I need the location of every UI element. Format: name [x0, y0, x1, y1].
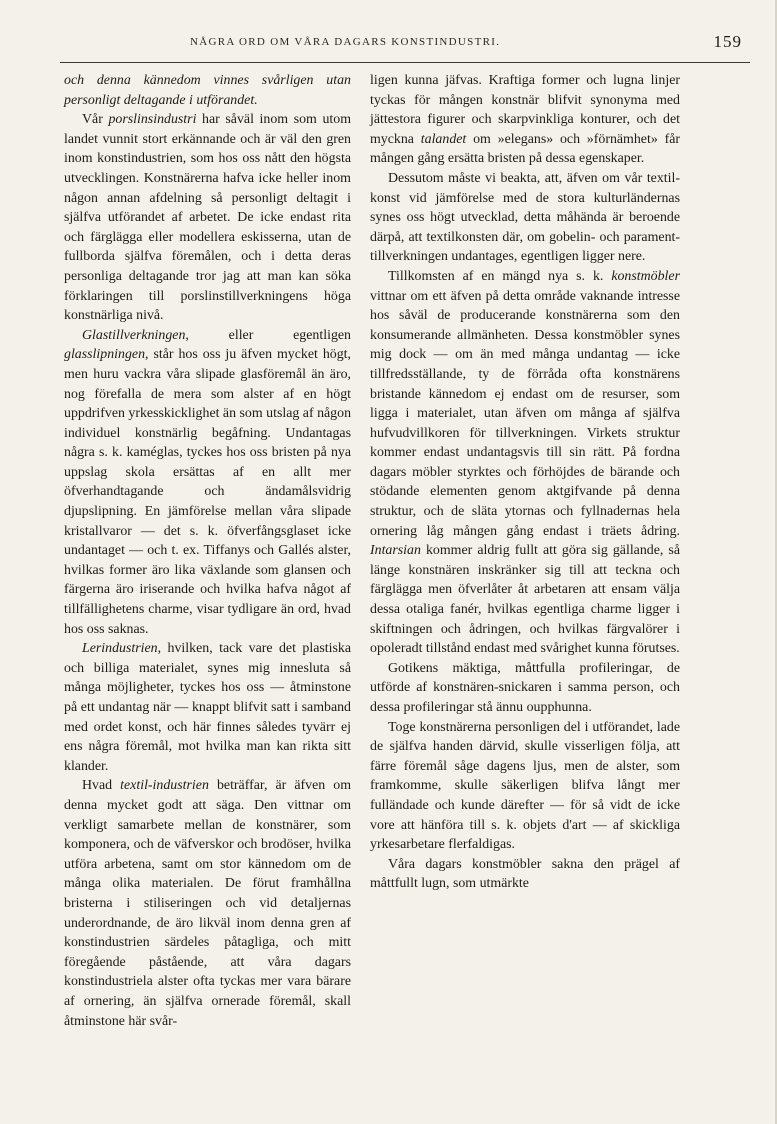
- italic-text: och denna kännedom vinnes svårligen utan personligt deltagande i utförandet.: [64, 73, 351, 108]
- left-column: [64, 71, 351, 1031]
- italic-text: talandet: [420, 131, 467, 147]
- body-text: vittnar om ett äfven på detta område vaknande intresse hos såväl de producerande konstnärerna som den konsumerande allmänheten. Dessa konstmöbler synes mig dock — om än med många undantag — icke tillfredsställande, ty de förråda ofta konstnärens bristande kännedom ej endast om de resurser, som ligga i materialet, utan äfven om många af själfva hufvudvillkoren för tillverkningen. Virkets struktur kommer endast undantagsvis till sin rätt. På fordna dagars möbler styrktes och förhöjdes de bärande och stödande elementen genom aktgifvande på denna struktur, och de släta ytornas och fyllnadernas hela ornering låg mången gång endast i träets ådring.: [370, 288, 680, 539]
- body-text: om »elegans» och »förnämhet» får mången gång ersätta bristen på dessa egenskaper.: [370, 131, 680, 167]
- paragraph: [370, 718, 680, 855]
- page-number: 159: [713, 32, 742, 51]
- paragraph: [64, 110, 351, 326]
- italic-text: konstmöbler: [611, 268, 680, 284]
- body-text: Tillkomsten af en mängd nya s. k.: [388, 268, 612, 284]
- paragraph: [64, 776, 351, 1031]
- italic-text: porslinsindustri: [108, 112, 197, 128]
- body-text: kommer aldrig fullt att göra sig gällande, så länge konstnären inskränker sig till att teckna och färglägga men öfverlåter åt arbetaren att ensam välja dessa otaliga fanér, hvilkas egentliga charme ligger i skiftningen och ådringen, och hvilkas färgvalörer i opoleradt tillstånd endast med svårighet kunna förutses.: [370, 543, 680, 657]
- body-text: Dessutom måste vi beakta, att, äfven om vår textil-konst vid jämförelse med de stora kulturländernas synes oss högt utvecklad, detta måhända är beroende därpå, att textilkonsten där, om gobelin- och parament-tillverkningen undantages, egentligen ligger nere.: [370, 170, 680, 265]
- italic-text: Glastillverkningen: [82, 327, 186, 343]
- body-text: , eller egentligen: [185, 327, 351, 343]
- italic-text: glasslipningen: [64, 347, 146, 363]
- paragraph: [370, 659, 680, 718]
- running-head: NÅGRA ORD OM VÅRA DAGARS KONSTINDUSTRI.: [190, 36, 501, 48]
- paragraph: [64, 71, 351, 110]
- paragraph: [64, 326, 351, 640]
- paragraph: [370, 855, 680, 894]
- body-text: ligen kunna jäfvas. Kraftiga former och lugna linjer tyckas för mången konstnär blifvit synonyma med jättestora figurer och skarpvinkliga konturer, och det myckna: [370, 73, 680, 147]
- header-rule: [60, 62, 750, 63]
- paragraph: [64, 639, 351, 776]
- italic-text: textil-industrien: [120, 778, 209, 794]
- body-text: beträffar, är äfven om denna mycket godt att säga. Den vittnar om verkligt samarbete mellan de konstnärer, som komponera, och de väfverskor och brodöser, hvilka utföra arbetena, samt om stor kännedom om de många olika materialen. De förut framhållna bristerna i stiliseringen och vid detaljernas underordnande, de äro likväl inom denna gren af konstindustrien särdeles påtagliga, och mitt föregående påstående, att våra dagars konstindustriela alster ofta tyckas mer vara bärare af ornering, än själfva ornerade föremål, skall åtminstone här svår-: [64, 778, 351, 1029]
- body-text: , hvilken, tack vare det plastiska och billiga materialet, synes mig innesluta så många möjligheter, tyckes hos oss — åtminstone på ett undantag när — knappt blifvit satt i samband med ordet konst, och här finnes således tyvärr ej ens några föremål, mot hvilka man kan rikta sitt klander.: [64, 641, 351, 774]
- paragraph: [370, 267, 680, 659]
- body-text: Hvad: [82, 778, 121, 794]
- italic-text: Intarsian: [370, 543, 421, 559]
- body-text: , står hos oss ju äfven mycket högt, men huru vackra våra slipade glasföremål än äro, nog förefalla de mera som alster af en högt uppdrifven yrkesskicklighet än som utslag af någon individuel konstnärlig begåfning. Undantagas några s. k. kaméglas, tyckes hos oss bristen på nya uppslag skola ersättas af en allt mer öfverhandtagande och ändamålsvidrig djupslipning. En jämförelse mellan våra slipade kristallvaror — det s. k. öfverfångsglaset icke undantaget — och t. ex. Tiffanys och Gallés alster, hvilkas former äro lika växlande som glansen och färgerna äro iriserande och hvilka hafva något af tillfällighetens charme, visar tydligare än ord, hvad hos oss saknas.: [64, 347, 352, 637]
- right-column: [370, 71, 680, 894]
- body-text: Gotikens mäktiga, måttfulla profileringar, de utförde af konstnären-snickaren i samma person, och dessa profileringar stå ännu oupphunna.: [370, 660, 680, 715]
- body-text: Våra dagars konstmöbler sakna den prägel af måttfullt lugn, som utmärkte: [370, 856, 680, 892]
- paragraph: [370, 71, 680, 169]
- body-text: har såväl inom som utom landet vunnit stort erkännande och är väl den gren inom konstindustrien, som hos oss nått den högsta utvecklingen. Konstnärerna hafva icke heller inom någon annan afdelning så personligt deltagit i själfva utförandet af arbetet. De icke endast rita och färglägga eller modellera eskisserna, utan de fullborda själfva föremålen, och i detta deras personliga deltagande tror jag att man kan söka förklaringen till porslinstillverkningens höga konstnärliga nivå.: [64, 112, 352, 324]
- italic-text: Lerindustrien: [82, 641, 158, 657]
- body-text: Toge konstnärerna personligen del i utförandet, lade de själfva handen därvid, skulle visserligen följa, att färre föremål såge dagens ljus, men de alster, som framkomme, skulle säkerligen blifva långt mer fulländade och kunde därefter — för så vidt de icke vore att hänföra till s. k. objets d'art — af skickliga yrkesarbetare flerfaldigas.: [370, 719, 680, 853]
- body-text: Vår: [82, 112, 109, 128]
- paragraph: [370, 169, 680, 267]
- page-header: [60, 28, 750, 56]
